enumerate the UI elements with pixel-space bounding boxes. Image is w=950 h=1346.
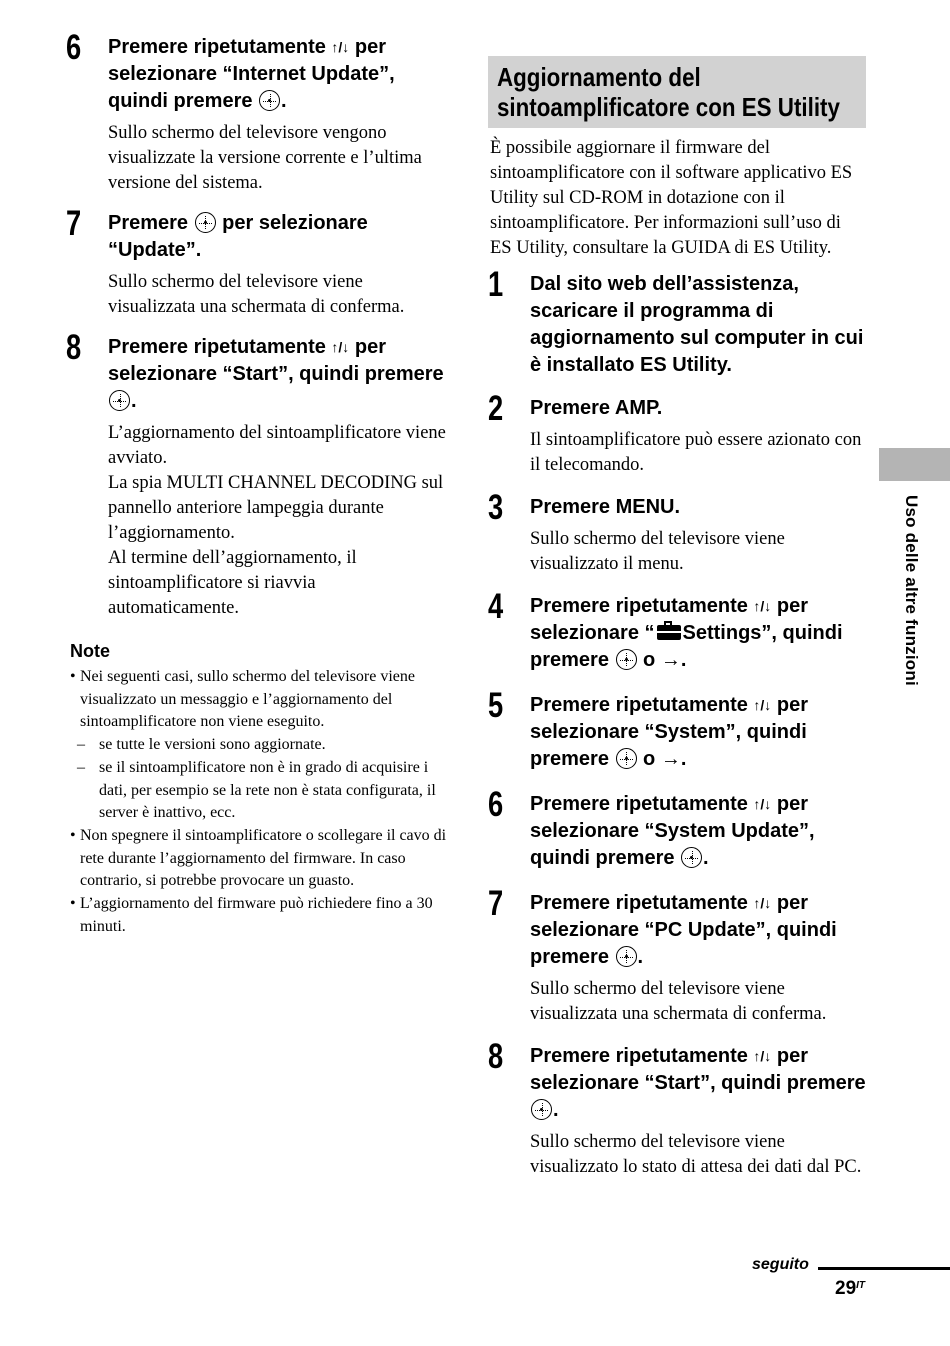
step-number: 7 [66, 204, 82, 243]
right-step-5 [488, 686, 866, 773]
note-item: • Nei seguenti casi, sullo schermo del televisore viene visualizzato un messaggio e l’aggiornamento del sintoamplificatore non viene eseguito. [70, 668, 416, 731]
step-number: 6 [488, 785, 504, 824]
note-item: • L’aggiornamento del firmware può richiedere fino a 30 minuti. [70, 895, 433, 935]
enter-button-icon [616, 748, 637, 769]
step-number: 5 [488, 686, 504, 725]
section-heading: Aggiornamento del sintoamplificatore con ES Utility [488, 56, 866, 128]
step-number: 4 [488, 587, 504, 626]
step-number: 1 [488, 265, 504, 304]
step-title: Premere ripetutamente ↑/↓ per selezionare “System Update”, quindi premere . [530, 793, 815, 869]
step-title: Premere ripetutamente ↑/↓ per selezionare “Internet Update”, quindi premere . [108, 36, 395, 112]
step-title: Premere ripetutamente ↑/↓ per selezionare “Start”, quindi premere . [530, 1045, 866, 1121]
enter-button-icon [109, 390, 130, 411]
step-title: Premere ripetutamente ↑/↓ per selezionare “ Settings”, quindi premere o →. [530, 595, 843, 671]
right-step-2 [488, 389, 866, 478]
step-body: Sullo schermo del televisore viene visualizzata una schermata di conferma. [530, 979, 827, 1024]
step-body: Sullo schermo del televisore vengono visualizzate la versione corrente e l’ultima versione del sistema. [108, 123, 422, 193]
page-number: $29^{IT}$ [835, 1278, 866, 1299]
right-step-7 [488, 884, 866, 1027]
step-number: 7 [488, 884, 504, 923]
note-subitem: – se tutte le versioni sono aggiornate. [77, 736, 326, 754]
left-column [66, 28, 450, 938]
section-side-label: Uso delle altre funzioni [902, 495, 921, 686]
up-down-arrow-icon: ↑/↓ [331, 339, 350, 355]
step-title: Premere ripetutamente ↑/↓ per selezionare “System”, quindi premere o →. [530, 694, 808, 770]
section-intro: È possibile aggiornare il firmware del sintoamplificatore con il software applicativo ES Utility sul CD-ROM in dotazione con il sintoamplificatore. Per informazioni sull’uso di ES Utility, consultare la GUIDA di ES Utility. [490, 138, 853, 258]
right-column [488, 56, 866, 1180]
step-body: Sullo schermo del televisore viene visualizzato lo stato di attesa dei dati dal PC. [530, 1132, 862, 1177]
step-title: Premere AMP. [530, 397, 663, 419]
enter-button-icon [616, 649, 637, 670]
step-body: Sullo schermo del televisore viene visualizzata una schermata di conferma. [108, 272, 405, 317]
continued-rule [818, 1267, 950, 1270]
up-down-arrow-icon: ↑/↓ [753, 697, 772, 713]
left-step-7 [66, 204, 450, 320]
up-down-arrow-icon: ↑/↓ [331, 39, 350, 55]
right-step-8 [488, 1037, 866, 1180]
right-step-4 [488, 587, 866, 674]
step-number: 8 [488, 1037, 504, 1076]
step-title: Premere per selezionare “Update”. [108, 212, 368, 261]
enter-button-icon [616, 946, 637, 967]
right-arrow-icon: → [660, 649, 681, 671]
note-subitem: – se il sintoamplificatore non è in grado di acquisire i dati, per esempio se la rete non è stata configurata, il server è inattivo, ecc. [77, 758, 436, 822]
step-number: 3 [488, 488, 504, 527]
right-step-1 [488, 265, 866, 379]
continued-label: seguito [752, 1256, 809, 1273]
section-tab-marker [879, 448, 950, 481]
up-down-arrow-icon: ↑/↓ [753, 796, 772, 812]
right-arrow-icon: → [660, 748, 681, 770]
left-step-6 [66, 28, 450, 196]
enter-button-icon [681, 847, 702, 868]
right-step-6 [488, 785, 866, 872]
note-heading: Note [70, 641, 110, 661]
step-title: Premere ripetutamente ↑/↓ per selezionare “Start”, quindi premere . [108, 336, 444, 412]
up-down-arrow-icon: ↑/↓ [753, 1048, 772, 1064]
right-step-3 [488, 488, 866, 577]
note-item: • Non spegnere il sintoamplificatore o scollegare il cavo di rete durante l’aggiornamento del firmware. In caso contrario, si potrebbe provocare un guasto. [70, 826, 447, 890]
step-title: Premere ripetutamente ↑/↓ per selezionare “PC Update”, quindi premere . [530, 892, 837, 968]
up-down-arrow-icon: ↑/↓ [753, 895, 772, 911]
step-number: 6 [66, 28, 82, 67]
step-number: 2 [488, 389, 504, 428]
step-body: Sullo schermo del televisore viene visualizzato il menu. [530, 529, 785, 574]
notes-list [66, 666, 450, 938]
enter-button-icon [195, 212, 216, 233]
enter-button-icon [531, 1099, 552, 1120]
step-title: Premere MENU. [530, 496, 681, 518]
step-number: 8 [66, 328, 82, 367]
step-body: L’aggiornamento del sintoamplificatore viene avviato. La spia MULTI CHANNEL DECODING sul pannello anteriore lampeggia durante l’aggiornamento. Al termine dell’aggiornamento, il sintoamplificatore si riavvia automaticamente. [108, 423, 446, 618]
toolbox-icon [657, 625, 681, 640]
left-step-8 [66, 328, 450, 621]
up-down-arrow-icon: ↑/↓ [753, 598, 772, 614]
step-body: Il sintoamplificatore può essere azionato con il telecomando. [530, 430, 862, 475]
enter-button-icon [259, 90, 280, 111]
step-title: Dal sito web dell’assistenza, scaricare il programma di aggiornamento sul computer in cui è installato ES Utility. [530, 273, 864, 376]
